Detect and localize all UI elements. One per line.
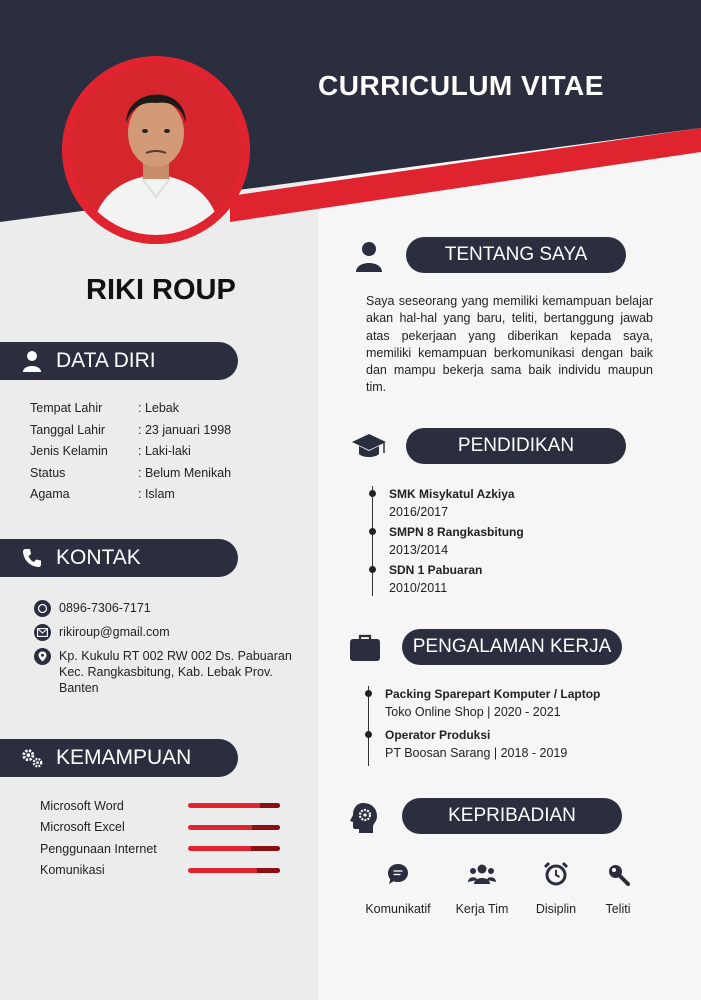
skill-name: Microsoft Word: [40, 798, 124, 813]
skill-row: [40, 860, 280, 882]
skill-row: [40, 795, 280, 817]
gears-icon: [20, 746, 44, 770]
kepribadian-heading-pill: [402, 798, 622, 834]
skills-list: [40, 795, 280, 881]
experience-item: [369, 686, 600, 721]
timeline-dot: [369, 490, 376, 497]
skill-row: [40, 838, 280, 860]
tentang-heading: TENTANG SAYA: [444, 244, 588, 265]
trait-label: Teliti: [605, 902, 631, 916]
experience-timeline: [368, 686, 600, 766]
info-value: : 23 januari 1998: [138, 422, 232, 437]
pendidikan-heading: PENDIDIKAN: [457, 435, 575, 456]
info-row: [30, 441, 231, 463]
info-value: : Islam: [138, 487, 175, 501]
education-item: [373, 562, 524, 597]
skill-bar: [188, 825, 280, 830]
user-icon: [353, 240, 385, 272]
person-name: RIKI ROUP: [86, 274, 236, 306]
info-value: : Lebak: [138, 401, 180, 415]
head-gear-icon: [348, 802, 380, 834]
pengalaman-heading-pill: [402, 629, 622, 665]
address-line: Kp. Kukulu RT 002 RW 002 Ds. Pabuaran: [59, 649, 292, 663]
briefcase-icon: [349, 632, 381, 664]
skill-name: Komunikasi: [40, 863, 105, 878]
about-text: Saya seseorang yang memiliki kemampuan belajar akan hal-hal yang baru, teliti, bertanggung jawab atas pekerjaan yang diberikan kepada saya, memiliki kemampuan berkomunikasi dengan baik dan mampu bekerja sama baik individu maupun tim.: [366, 294, 653, 395]
info-key: Agama: [30, 487, 70, 501]
timeline-dot: [365, 731, 372, 738]
skill-bar: [188, 868, 280, 873]
skill-bar-remainder: [257, 868, 280, 873]
profile-photo: [71, 65, 241, 235]
skill-row: [40, 817, 280, 839]
address-line: Banten: [59, 681, 99, 695]
job-role: Packing Sparepart Komputer / Laptop: [385, 687, 601, 701]
whatsapp-icon: [34, 600, 51, 617]
school-years: 2013/2014: [389, 543, 449, 557]
experience-item: [369, 727, 600, 762]
trait-kerja-tim: [442, 860, 522, 916]
skill-bar: [188, 803, 280, 808]
kontak-heading-pill: [0, 539, 238, 577]
kemampuan-heading: KEMAMPUAN: [56, 746, 192, 769]
skill-bar: [188, 846, 280, 851]
skill-bar-remainder: [252, 825, 280, 830]
timeline-dot: [369, 566, 376, 573]
data-diri-heading: DATA DIRI: [56, 349, 156, 372]
contact-phone-row: [34, 600, 292, 617]
info-key: Jenis Kelamin: [30, 444, 108, 458]
job-role: Operator Produksi: [385, 728, 491, 742]
page-title: CURRICULUM VITAE: [318, 70, 604, 101]
trait-komunikatif: [358, 860, 438, 916]
data-diri-heading-pill: [0, 342, 238, 380]
education-item: [373, 486, 524, 521]
contact-address-row: [34, 648, 292, 696]
info-key: Tanggal Lahir: [30, 422, 106, 437]
contact-address: [59, 648, 292, 696]
personal-info-table: [30, 398, 231, 506]
school-years: 2016/2017: [389, 505, 449, 519]
team-icon: [442, 860, 522, 888]
info-key: Status: [30, 465, 66, 480]
phone-icon: [20, 546, 44, 570]
person-icon: [20, 349, 44, 373]
pendidikan-heading-pill: [406, 428, 626, 464]
school-name: SDN 1 Pabuaran: [389, 563, 483, 577]
info-row: [30, 484, 231, 506]
trait-teliti: [578, 860, 658, 916]
address-line: Kec. Rangkasbitung, Kab. Lebak Prov.: [59, 665, 273, 679]
timeline-dot: [369, 528, 376, 535]
timeline-dot: [365, 690, 372, 697]
info-row: [30, 398, 231, 420]
contact-phone: 0896-7306-7171: [59, 601, 151, 615]
skill-name: Penggunaan Internet: [40, 841, 157, 856]
info-value: : Laki-laki: [138, 444, 191, 458]
skill-bar-remainder: [260, 803, 280, 808]
skill-name: Microsoft Excel: [40, 820, 125, 835]
school-years: 2010/2011: [389, 581, 448, 595]
job-detail: Toko Online Shop | 2020 - 2021: [385, 705, 561, 719]
magnifier-icon: [578, 860, 658, 888]
contact-email-row: [34, 624, 292, 641]
info-row: [30, 420, 231, 442]
kontak-heading: KONTAK: [56, 546, 141, 569]
contact-list: [34, 600, 292, 703]
contact-email: rikiroup@gmail.com: [59, 625, 170, 639]
chat-bubble-icon: [358, 860, 438, 888]
trait-label: Kerja Tim: [455, 902, 509, 916]
location-pin-icon: [34, 648, 51, 665]
skill-bar-remainder: [251, 846, 280, 851]
trait-label: Disiplin: [535, 902, 577, 916]
kepribadian-heading: KEPRIBADIAN: [448, 805, 576, 826]
info-row: [30, 463, 231, 485]
trait-label: Komunikatif: [365, 902, 431, 916]
education-timeline: [372, 486, 524, 596]
info-key: Tempat Lahir: [30, 401, 103, 415]
job-detail: PT Boosan Sarang | 2018 - 2019: [385, 746, 568, 760]
graduation-cap-icon: [350, 430, 388, 462]
school-name: SMPN 8 Rangkasbitung: [389, 525, 524, 539]
email-icon: [34, 624, 51, 641]
info-value: : Belum Menikah: [138, 465, 232, 480]
kemampuan-heading-pill: [0, 739, 238, 777]
pengalaman-heading: PENGALAMAN KERJA: [412, 636, 612, 657]
school-name: SMK Misykatul Azkiya: [389, 487, 515, 501]
education-item: [373, 524, 524, 559]
tentang-heading-pill: [406, 237, 626, 273]
